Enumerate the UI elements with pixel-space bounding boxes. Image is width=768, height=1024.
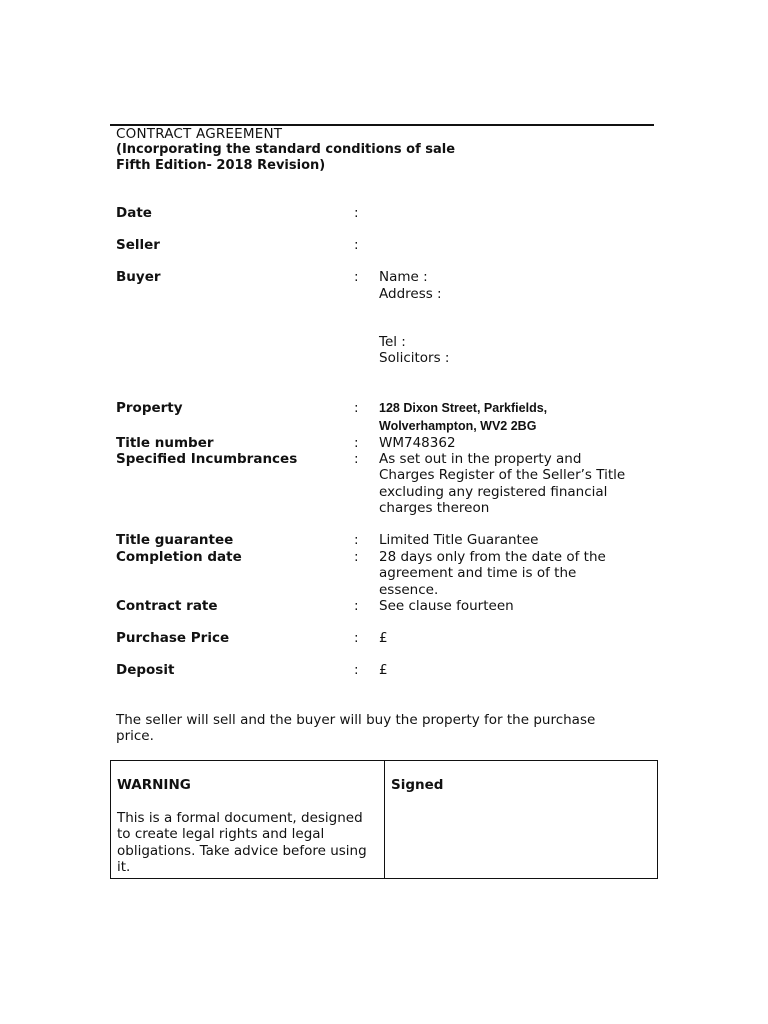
title-guarantee-label: Title guarantee xyxy=(116,532,234,548)
box-divider xyxy=(384,761,385,878)
property-address: 128 Dixon Street, Parkfields, Wolverhampton, WV2 2BG xyxy=(379,401,548,433)
specified-incumbrances-separator: : xyxy=(354,451,359,467)
buyer-label: Buyer xyxy=(116,269,161,285)
signed-title: Signed xyxy=(391,777,444,793)
completion-date-value: 28 days only from the date of the agreement and time is of the essence. xyxy=(379,549,606,598)
property-label: Property xyxy=(116,400,183,416)
warning-text: This is a formal document, designed to create legal rights and legal obligations. Take advice before using it. xyxy=(117,810,367,875)
contract-rate-label: Contract rate xyxy=(116,598,218,614)
buyer-name-label: Name : xyxy=(379,269,428,285)
purchase-price-separator: : xyxy=(354,630,359,646)
purchase-price-value: £ xyxy=(379,630,388,646)
deposit-value: £ xyxy=(379,662,388,678)
title-number-label: Title number xyxy=(116,435,214,451)
title-guarantee-value: Limited Title Guarantee xyxy=(379,532,539,548)
buyer-solicitors-label: Solicitors : xyxy=(379,350,450,366)
specified-incumbrances-value: As set out in the property and Charges Register of the Seller’s Title excluding any registered financial charges thereon xyxy=(379,451,626,516)
completion-date-separator: : xyxy=(354,549,359,565)
seller-label: Seller xyxy=(116,237,160,253)
buyer-address-label: Address : xyxy=(379,286,442,302)
deposit-separator: : xyxy=(354,662,359,678)
date-label: Date xyxy=(116,205,152,221)
title-guarantee-separator: : xyxy=(354,532,359,548)
buyer-separator: : xyxy=(354,269,359,285)
seller-separator: : xyxy=(354,237,359,253)
sale-statement: The seller will sell and the buyer will buy the property for the purchase price. xyxy=(116,712,596,745)
warning-title: WARNING xyxy=(117,777,191,793)
specified-incumbrances-label: Specified Incumbrances xyxy=(116,451,298,467)
deposit-label: Deposit xyxy=(116,662,175,678)
completion-date-label: Completion date xyxy=(116,549,242,565)
title-number-value: WM748362 xyxy=(379,435,456,451)
date-separator: : xyxy=(354,205,359,221)
document-subtitle-line-2: Fifth Edition- 2018 Revision) xyxy=(116,158,326,173)
purchase-price-label: Purchase Price xyxy=(116,630,230,646)
document-subtitle-line-1: (Incorporating the standard conditions of sale xyxy=(116,142,456,157)
buyer-tel-label: Tel : xyxy=(379,334,406,350)
document-title: CONTRACT AGREEMENT xyxy=(116,126,283,142)
warning-signature-box xyxy=(110,760,658,879)
title-number-separator: : xyxy=(354,435,359,451)
contract-rate-separator: : xyxy=(354,598,359,614)
property-separator: : xyxy=(354,400,359,416)
contract-rate-value: See clause fourteen xyxy=(379,598,514,614)
